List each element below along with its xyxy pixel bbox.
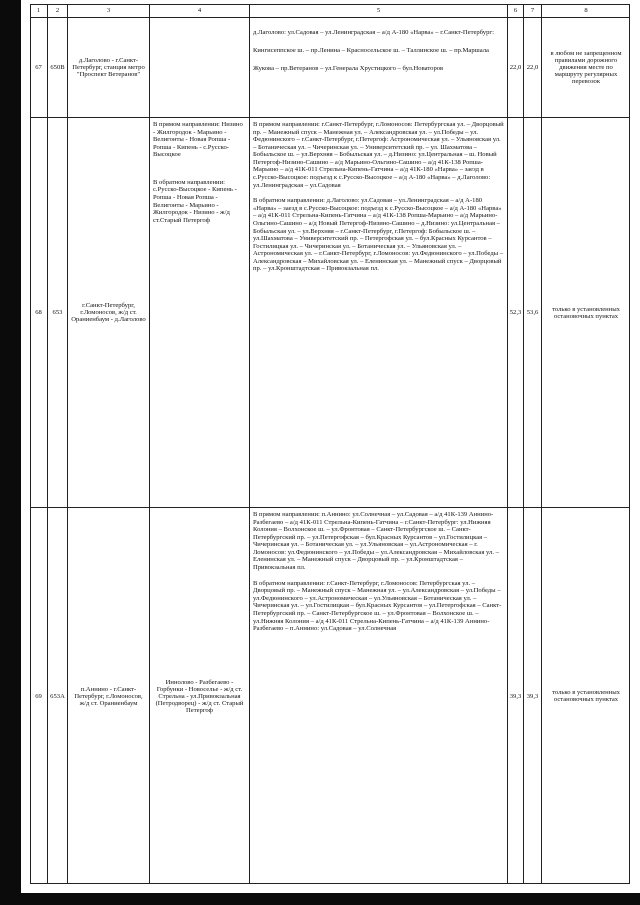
header-6-text: 6 [513,7,518,14]
header-7-text: 7 [530,7,535,14]
header-cell-8 [542,4,630,18]
header-cell-5 [250,4,508,18]
row-68-stops [150,118,250,508]
row-69-path-back: В обратном направлении: г.Санкт-Петербург, г.Ломоносов: Петербургская ул. – Дворцовый пр. – Манежный спуск – Манежная ул. – ул.Александровская – ул.Победы – ул.Федюнинского – ул.Астрономическая – ул.Ульяновская – Ботаническая ул. – Чичеринская ул. – ул.Гостилицкая – бул.Красных Курсантов – ул.Петергофская – Санкт-Петербургский пр. – Санкт-Петербургское ш. – ул.Фронтовая – Волхонское ш. – ул.Нижняя Колония – а/д 41К-011 Стрельна-Кипень-Гатчина – а/д 41К-139 Аннино-Разбегаево – п.Аннино: ул.Садовая – ул.Солнечная [253,579,502,633]
header-cell-3 [68,4,150,18]
row-69-num: 69 [30,508,48,884]
row-67-route: 650В [48,18,68,118]
row-68-path [250,118,508,508]
header-cell-4 [150,4,250,18]
row-68-path-back: В обратном направлении: д.Лаголово: ул.Садовая – ул.Ленинградская – а/д А-180 «Нарва» – заезд в с.Русско-Высоцкое: подъезд к с.Русско-Высоцкое – а/д А-180 «Нарва» – а/д 41К-011 Стрельна-Кипень-Гатчина – а/д 41К-138 Ропша-Марьино – а/д Марьино-Ольгино-Сашино – а/д Новый Петергоф-Низино-Сашино – д.Низино: ул.Центральная – Бобыльская ул. – ул.Верхняя – г.Санкт-Петербург, г.Петергоф: Бобыльское ш. – ул.Шахматова – Университетский пр. – Петергофская ул. – бул.Красных Курсантов – Гостилицкая ул. – Чичеринская ул. – Ботаническая ул. – Ульяновская ул. – Астрономическая ул. – г.Санкт-Петербург, г.Ломоносов: ул.Федюнинского – ул.Победы – Александровская – Михайловская ул. – Еленинская ул. – Манежный спуск – Дворцовый пр. – ул.Кронштадтская – Привокзальная пл. [253,197,504,273]
document-page [24,0,636,890]
header-1-text: 1 [36,7,41,14]
header-cell-1 [30,4,48,18]
row-69-path-forward: В прямом направлении: п.Аннино: ул.Солнечная – ул.Садовая – а/д 41К-139 Аннино-Разбегаево – а/д 41К-011 Стрельна-Кипень-Гатчина – г.Санкт-Петербург: ул.Нижняя Колония – Волхонское ш. – ул.Фронтовая – Санкт-Петербургское ш. – Санкт-Петербургский пр. – ул.Петергофская – бул.Красных Курсантов – ул.Гостилицкая – Чичеринская ул. – Ботаническая ул. – ул.Ульяновская – ул.Астрономическая – г. Ломоносов: ул.Федюнинского – ул.Победы – ул.Александровская – Михайловская ул. – Еленинская ул. – Манежный спуск – Дворцовый пр. – ул.Кронштадтская – Привокзальная пл. [253,511,499,572]
row-68-mode: только в установленных остановочных пунктах [542,118,630,508]
row-68-len1: 52,3 [508,118,524,508]
header-cell-7 [524,4,542,18]
row-69-len2: 39,3 [524,508,542,884]
row-67-mode: в любом не запрещенном правилами дорожного движения месте по маршруту регулярных перевозок [542,18,630,118]
header-cell-6 [508,4,524,18]
row-69-route: 653А [48,508,68,884]
header-2-text: 2 [55,7,60,14]
header-8-text: 8 [584,7,588,14]
row-67-len2: 22,0 [524,18,542,118]
row-67-endpoints: д.Лаголово - г.Санкт-Петербург, станция метро "Проспект Ветеранов" [68,18,150,118]
header-4-text: 4 [197,7,202,14]
row-69-mode: только в установленных остановочных пунктах [552,689,620,703]
scan-border-bottom [0,893,640,905]
row-67-num: 67 [30,18,48,118]
header-cell-2 [48,4,68,18]
row-69-path [250,508,508,884]
row-69-len1: 39,3 [508,508,524,884]
row-67-path: д.Лаголово: ул.Садовая – ул.Ленинградская – а/д А-180 «Нарва» – г.Санкт-Петербург: Кингисеппское ш. – пр.Ленина – Красносельское ш. – Таллинское ш. – пр.Маршала Жукова – пр.Ветеранов – ул.Генерала Хрустицкого – бул.Новаторов [250,18,508,118]
row-69-endpoints: п.Аннино - г.Санкт-Петербург, г.Ломоносов, ж/д ст. Ораниенбаум [68,508,150,884]
row-68-endpoints: г.Санкт-Петербург, г.Ломоносов, ж/д ст. Ораниенбаум - д.Лаголово [68,118,150,508]
row-68-path-forward: В прямом направлении: г.Санкт-Петербург, г.Ломоносов: Петербургская ул. – Дворцовый пр. – Манежный спуск – Манежная ул. – Александровская ул. – ул.Победы – ул. Федюнинского – г.Санкт-Петербург, г.Петергоф: Астрономическая ул. – Ульяновская ул. – Ботаническая ул. – Чичеринская ул. – Университетский пр. – ул. Шахматова – Бобыльское ш. – ул.Верхняя – Бобыльская ул. – д.Низино: ул.Центральная – ш. Новый Петергоф-Низино-Сашино – а/д Марьино-Ольгино-Сашино – а/д 41К-138 Ропша-Марьино – а/д 41К-011 Стрельна-Кипень-Гатчина – а/д 41К-180 «Нарва» – заезд в с.Русско-Высоцкое: подъезд к с.Русско-Высоцкое – а/д А-180 «Нарва» – д.Лаголово: ул.Ленинградская – ул.Садовая [253,121,504,189]
row-67-stops [150,18,250,118]
row-68-stops-back: В обратном направлении: с.Русско-Высоцкое - Кипень - Ропша - Новая Ропша - Велигонты - Марьино - Жилгородок - Низино - ж/д ст.Старый Петергоф [153,178,237,224]
row-69-stops: Иннолово - Разбегаево - Горбунки - Новоселье - ж/д ст. Стрельна - ул.Привокзальная (Петродворец) - ж/д ст. Старый Петергоф [150,508,250,884]
header-5-text: 5 [376,7,381,14]
row-68-route: 653 [48,118,68,508]
scan-border-left [0,0,21,905]
row-68-stops-forward: В прямом направлении: Низино - Жилгородок - Марьино - Велигонты - Новая Ропша - Ропша - Кипень - с.Русско-Высоцкое [153,121,243,159]
row-67-len1: 22,0 [508,18,524,118]
row-68-len2: 53,6 [524,118,542,508]
row-68-num: 68 [30,118,48,508]
header-3-text: 3 [106,7,111,14]
